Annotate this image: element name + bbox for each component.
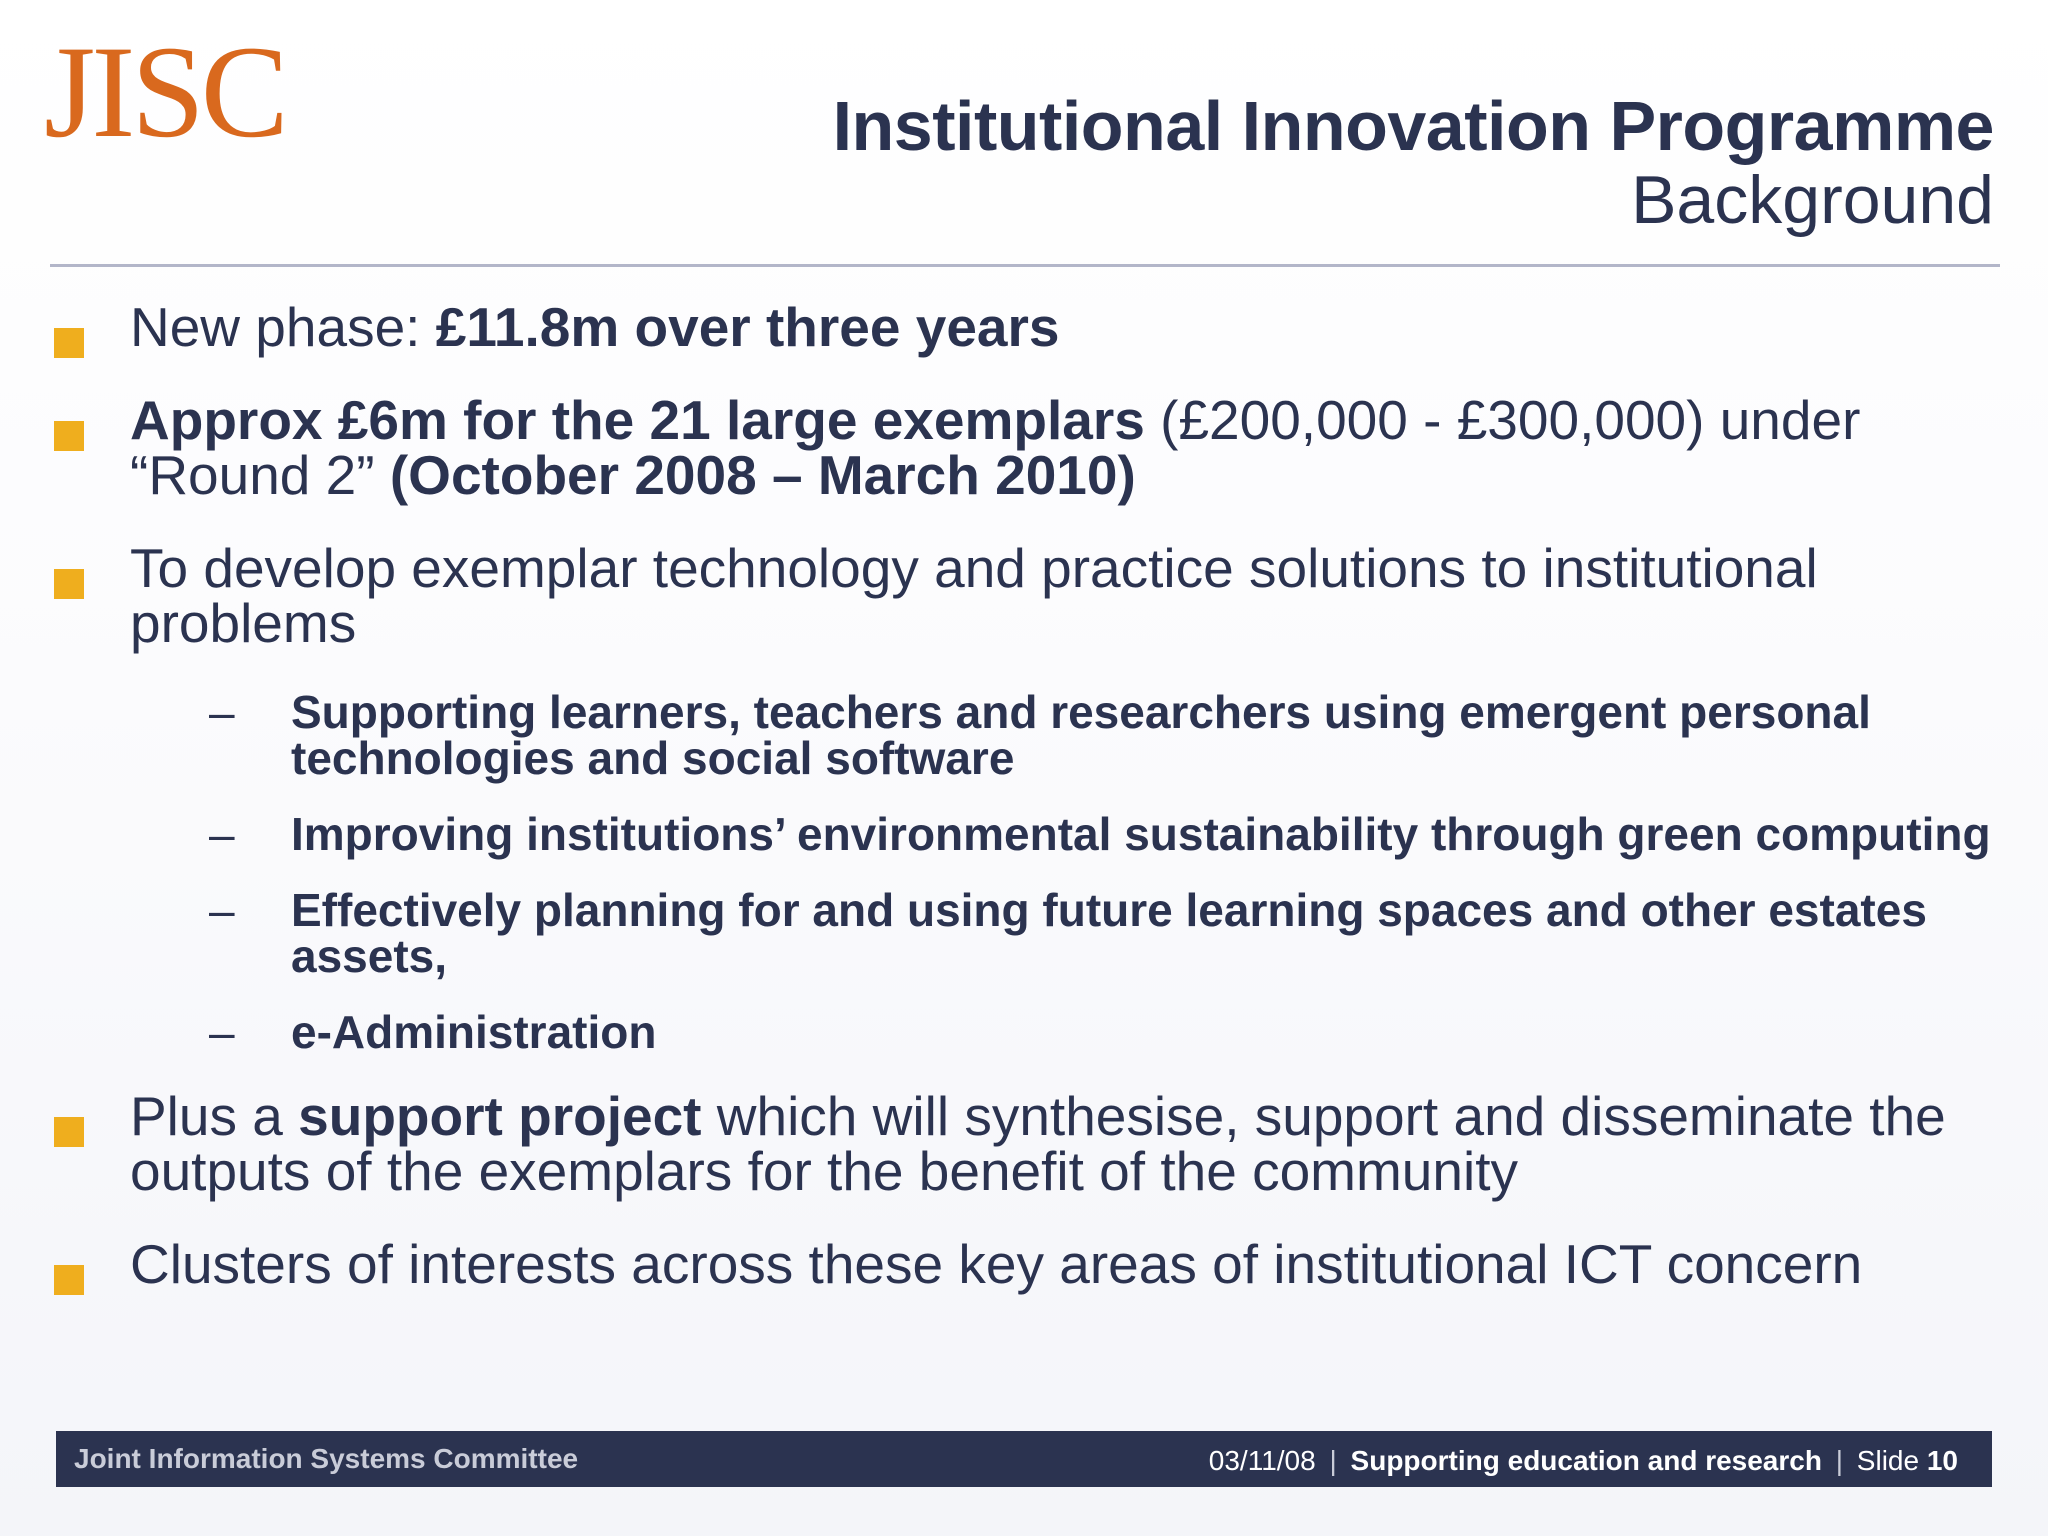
- bullet-text: New phase:: [130, 296, 436, 358]
- footer-separator: |: [1329, 1445, 1337, 1476]
- dash-icon: –: [209, 1006, 235, 1058]
- bullet-square-icon: [54, 328, 84, 358]
- dash-icon: –: [209, 884, 235, 936]
- sub-bullet-text: Effectively planning for and using future learning spaces and other estates assets,: [291, 884, 1927, 982]
- footer-slide-number: 10: [1926, 1445, 1958, 1476]
- sub-bullet-item: [0, 884, 2048, 982]
- sub-bullet-item: [0, 808, 2048, 860]
- bullet-square-icon: [54, 421, 84, 451]
- bullet-item: [0, 1233, 2048, 1295]
- title-divider: [50, 264, 2000, 267]
- bullet-text-bold: support project: [298, 1085, 702, 1147]
- footer-organization: Joint Information Systems Committee: [74, 1443, 579, 1474]
- bullet-item: [0, 296, 2048, 358]
- bullet-text: (£200,000 - £300,000) under “Round 2”: [130, 389, 1861, 506]
- dash-icon: –: [209, 686, 235, 738]
- footer-separator: |: [1835, 1445, 1844, 1476]
- sub-bullet-text: Improving institutions’ environmental sustainability through green computing: [291, 808, 1991, 860]
- bullet-item: [0, 389, 2048, 506]
- bullet-text-bold: £11.8m over three years: [435, 296, 1060, 358]
- footer-date: 03/11/08: [1208, 1445, 1316, 1476]
- sub-bullet-list: [0, 686, 2048, 1058]
- bullet-text: which will synthesise, support and disseminate the outputs of the exemplars for the benefit of the community: [130, 1085, 1946, 1202]
- bullet-text-bold: Approx £6m for the 21 large exemplars: [130, 389, 1145, 451]
- footer-bar: [56, 1431, 1992, 1487]
- bullet-square-icon: [54, 1117, 84, 1147]
- bullet-text: To develop exemplar technology and practice solutions to institutional problems: [130, 537, 1818, 654]
- bullet-list-top: [0, 296, 2048, 654]
- slide-content: [0, 296, 2048, 1330]
- bullet-text: Plus a: [130, 1085, 299, 1147]
- sub-bullet-text: e-Administration: [291, 1006, 657, 1058]
- dash-icon: –: [209, 808, 235, 860]
- bullet-list-bottom: [0, 1085, 2048, 1295]
- jisc-logo: JISC: [44, 18, 285, 165]
- footer-tagline: Supporting education and research: [1350, 1445, 1822, 1476]
- bullet-item: [0, 537, 2048, 654]
- slide-subtitle: Background: [1631, 162, 1994, 238]
- bullet-text-bold: (October 2008 – March 2010): [389, 444, 1136, 506]
- sub-bullet-item: [0, 1006, 2048, 1058]
- bullet-item: [0, 1085, 2048, 1202]
- slide-title: Institutional Innovation Programme: [832, 87, 1994, 165]
- bullet-text: Clusters of interests across these key areas of institutional ICT concern: [130, 1233, 1863, 1295]
- bullet-square-icon: [54, 1265, 84, 1295]
- sub-bullet-text: Supporting learners, teachers and researchers using emergent personal technologies and social software: [291, 686, 1871, 784]
- footer-info: [1209, 1445, 1958, 1477]
- footer-slide-label: Slide: [1856, 1445, 1920, 1476]
- sub-bullet-item: [0, 686, 2048, 784]
- bullet-square-icon: [54, 569, 84, 599]
